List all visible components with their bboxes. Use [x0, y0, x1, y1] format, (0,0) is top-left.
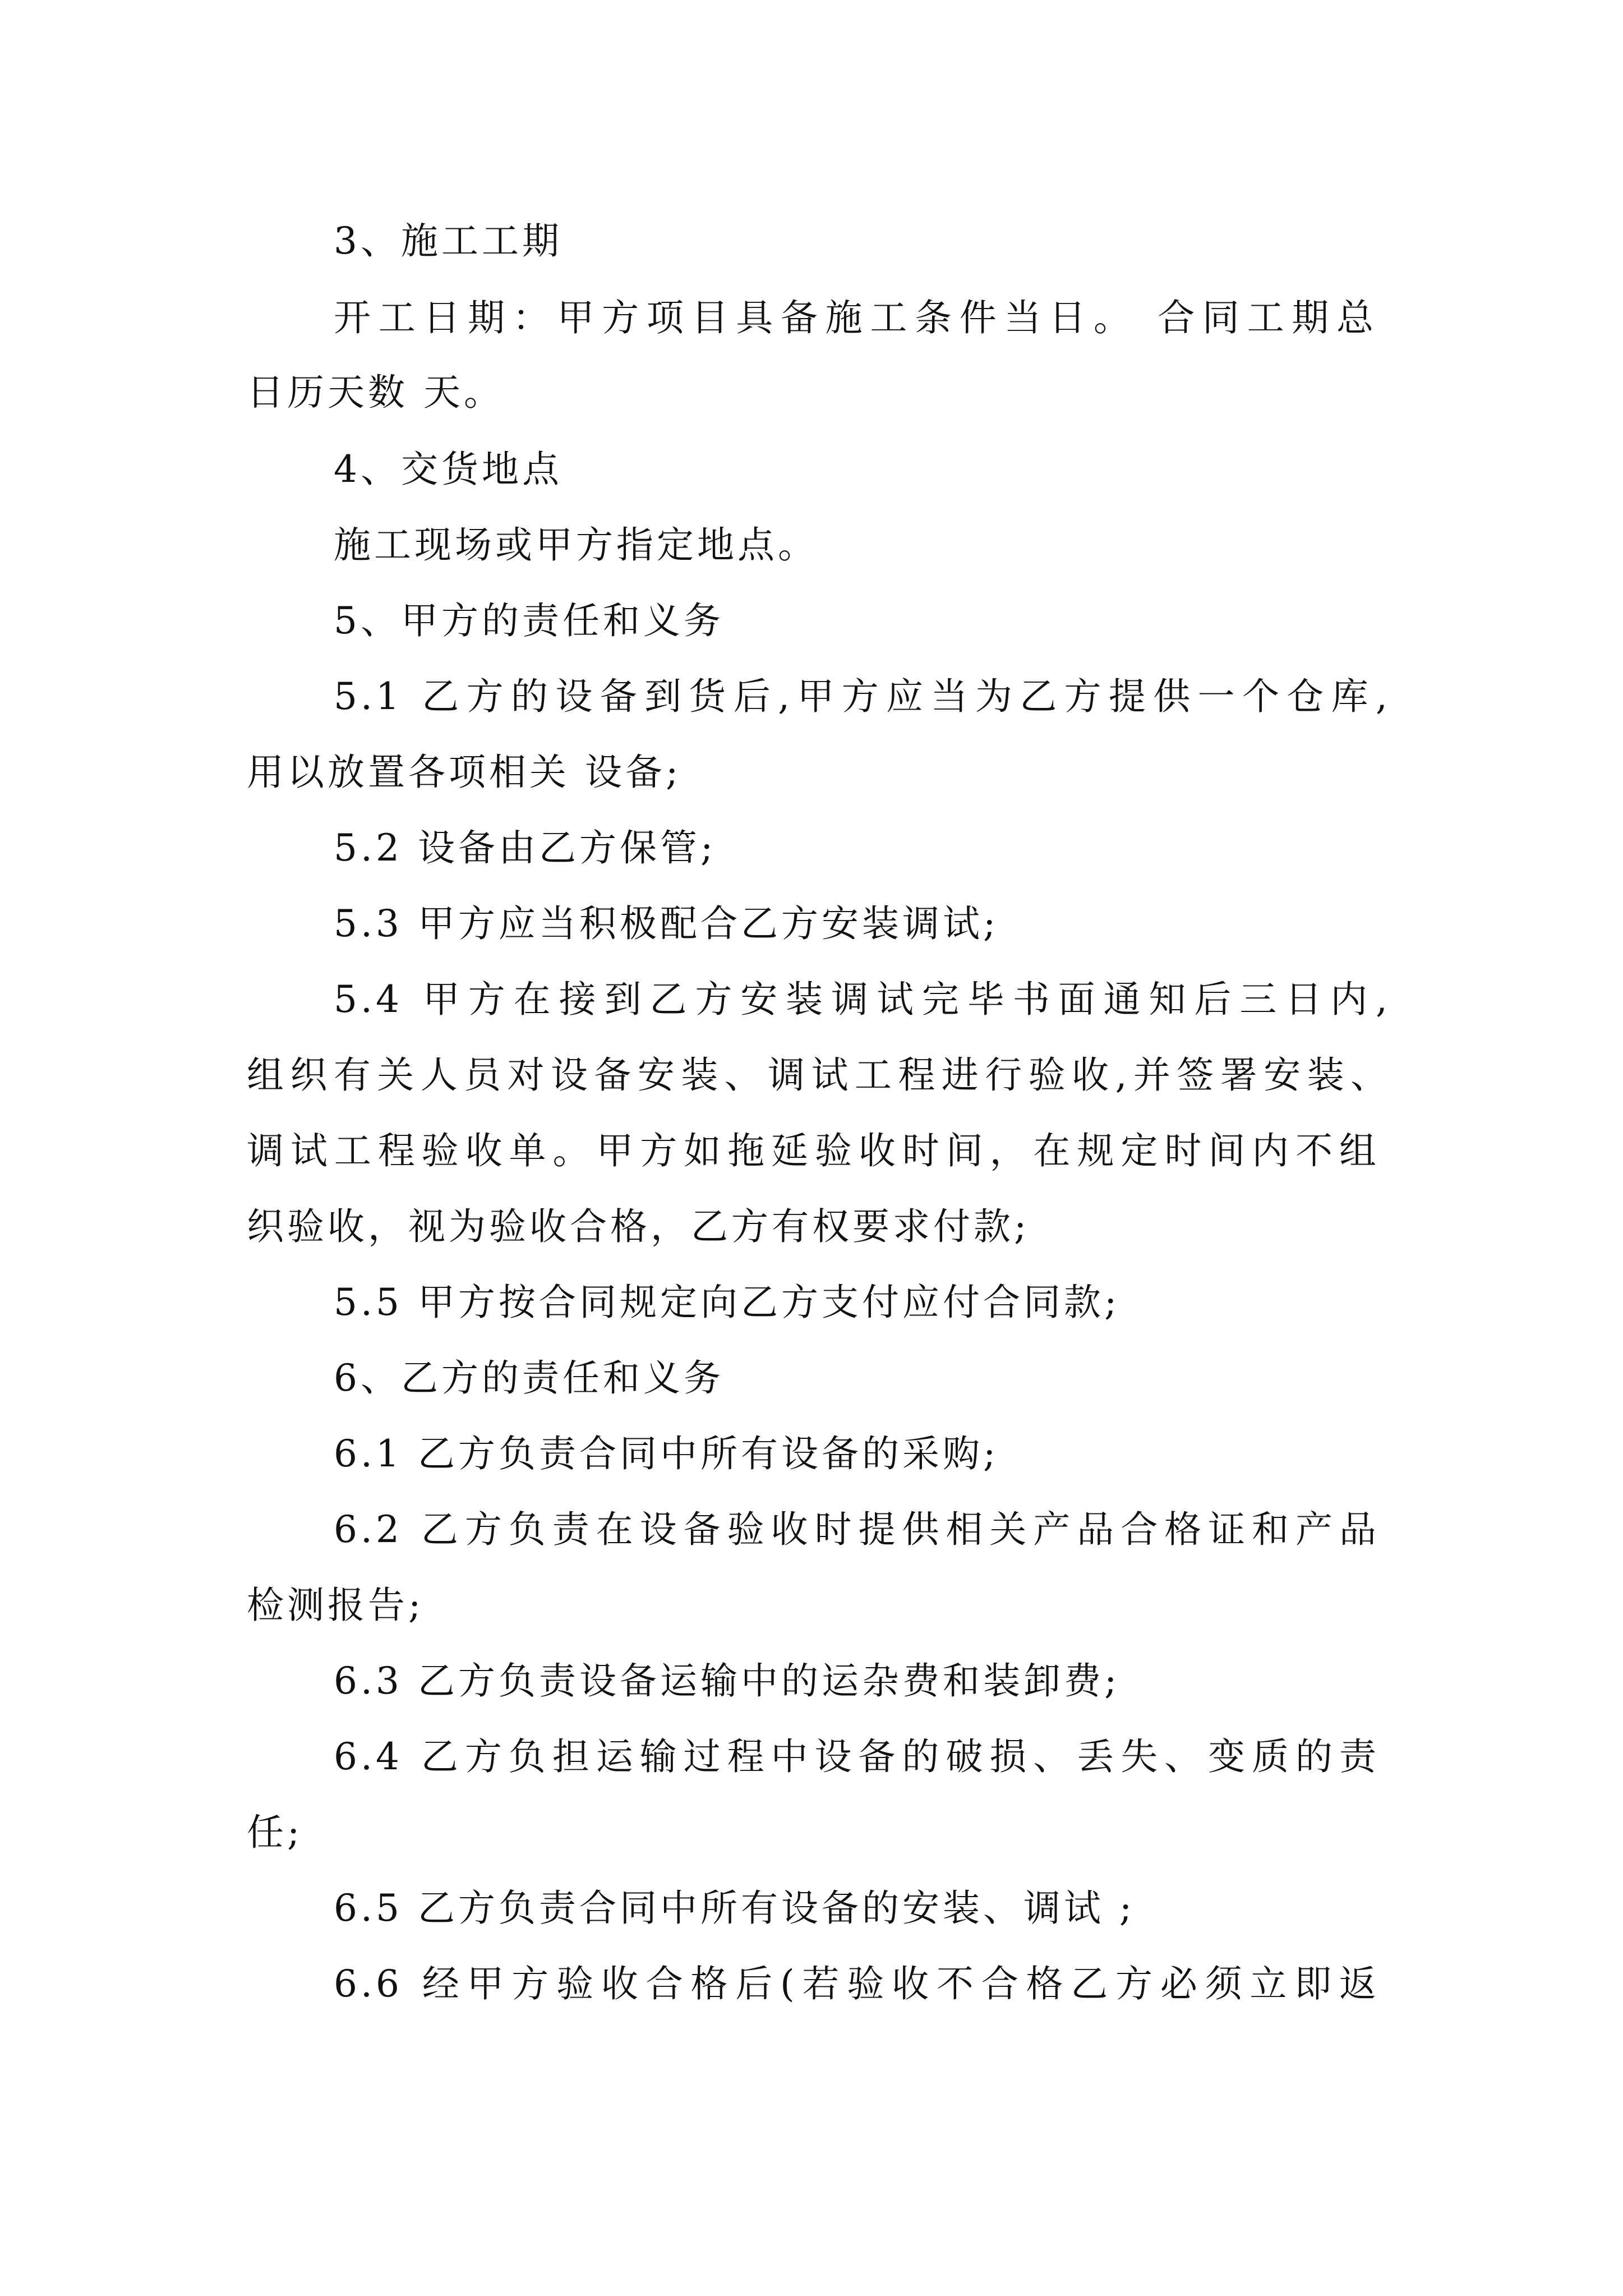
paragraph-line: 检测报告; — [247, 1584, 425, 1627]
paragraph-line: 6.1 乙方负责合同中所有设备的采购; — [334, 1432, 999, 1475]
section-heading-4: 4、交货地点 — [334, 448, 562, 491]
paragraph-line: 6.5 乙方负责合同中所有设备的安装、调试 ; — [334, 1887, 1136, 1930]
paragraph-line: 任; — [247, 1811, 303, 1854]
paragraph-line: 调试工程验收单。甲方如拖延验收时间，在规定时间内不组 — [247, 1129, 1380, 1172]
paragraph-line: 6.6 经甲方验收合格后(若验收不合格乙方必须立即返 — [334, 1962, 1380, 2005]
paragraph-line: 5.1 乙方的设备到货后,甲方应当为乙方提供一个仓库, — [334, 675, 1391, 718]
paragraph-line: 组织有关人员对设备安装、调试工程进行验收,并签署安装、 — [247, 1053, 1391, 1097]
paragraph-line: 5.3 甲方应当积极配合乙方安装调试; — [334, 902, 999, 945]
paragraph-line: 日历天数 天。 — [247, 371, 504, 414]
section-heading-6: 6、乙方的责任和义务 — [334, 1356, 724, 1400]
paragraph-line: 5.4 甲方在接到乙方安装调试完毕书面通知后三日内, — [334, 978, 1391, 1021]
paragraph-line: 6.3 乙方负责设备运输中的运杂费和装卸费; — [334, 1659, 1121, 1703]
paragraph-line: 用以放置各项相关 设备; — [247, 751, 682, 794]
paragraph-line: 5.2 设备由乙方保管; — [334, 826, 717, 869]
paragraph-line: 织验收，视为验收合格，乙方有权要求付款; — [247, 1205, 1030, 1248]
paragraph-line: 开工日期：甲方项目具备施工条件当日。 合同工期总 — [334, 296, 1377, 339]
section-heading-5: 5、甲方的责任和义务 — [334, 599, 724, 642]
paragraph-line: 5.5 甲方按合同规定向乙方支付应付合同款; — [334, 1281, 1121, 1324]
section-heading-3: 3、施工工期 — [334, 219, 562, 263]
paragraph-line: 6.2 乙方负责在设备验收时提供相关产品合格证和产品 — [334, 1508, 1380, 1551]
paragraph-line: 施工现场或甲方指定地点。 — [334, 523, 818, 567]
paragraph-line: 6.4 乙方负担运输过程中设备的破损、丢失、变质的责 — [334, 1735, 1380, 1778]
